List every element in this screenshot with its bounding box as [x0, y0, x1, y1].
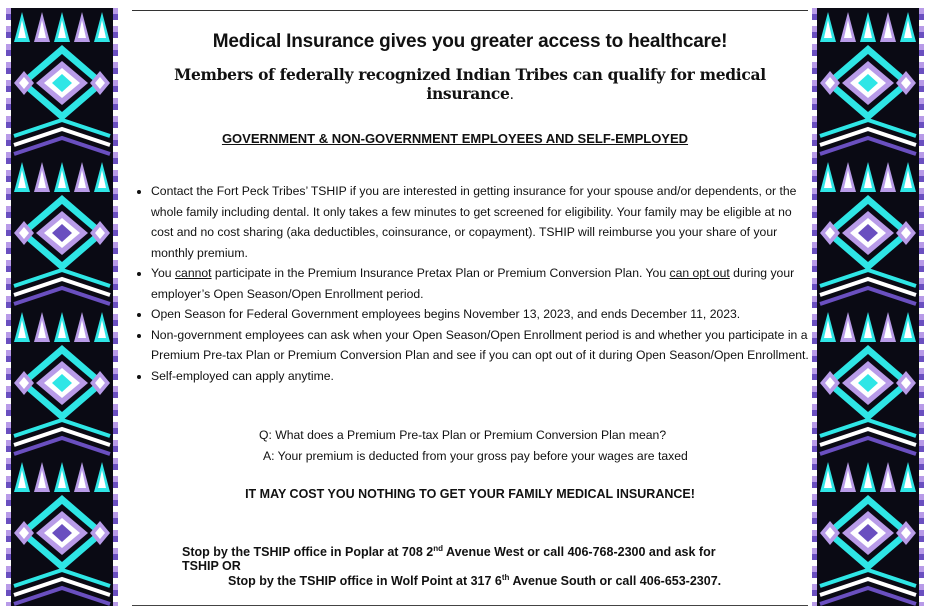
qa-question: Q: What does a Premium Pre-tax Plan or Premium Conversion Plan mean?	[259, 428, 667, 442]
subheadline	[132, 65, 808, 104]
office-poplar-ordinal: nd	[433, 543, 443, 553]
cost-nothing-callout: IT MAY COST YOU NOTHING TO GET YOUR FAMILY MEDICAL INSURANCE!	[245, 487, 695, 501]
bullet-list	[132, 181, 815, 386]
bullet-pretax-plan	[151, 263, 815, 304]
office-wolf-point-ordinal: th	[501, 572, 510, 582]
subheadline-period: .	[509, 86, 514, 103]
bullet-self-employed: • Self-employed can apply anytime.	[151, 366, 815, 387]
office-poplar-text-1: Stop by the TSHIP office in Poplar at 708 2	[182, 545, 434, 559]
beadwork-pattern-right	[812, 8, 924, 606]
cannot-emphasis: cannot	[174, 266, 212, 280]
bullet-pretax-text-1: You	[151, 266, 175, 280]
qa-answer: A: Your premium is deducted from your gross pay before your wages are taxed	[263, 449, 688, 463]
office-poplar-text-2: Avenue West or call 406-768-2300 and ask for TSHIP OR	[182, 545, 716, 573]
right-beadwork-border	[812, 8, 924, 606]
opt-out-emphasis: can opt out	[669, 266, 730, 280]
flyer-content	[132, 10, 808, 606]
bullet-pretax-text-3: during your employer’s Open Season/Open Enrollment period.	[151, 266, 795, 301]
left-beadwork-border	[6, 8, 118, 606]
bottom-rule	[132, 605, 808, 606]
section-title: GOVERNMENT & NON-GOVERNMENT EMPLOYEES AND SELF-EMPLOYED	[221, 131, 689, 146]
office-poplar	[182, 545, 736, 573]
bullet-non-government: • Non-government employees can ask when your Open Season/Open Enrollment period is and whether you participate in a Premium Pre-tax Plan or Premium Conversion Plan and see if you can opt out of it during Open Season/Open Enrollment.	[151, 325, 815, 366]
bullet-contact-tship: • Contact the Fort Peck Tribes’ TSHIP if you are interested in getting insurance for your spouse and/or dependents, or the whole family including dental. It only takes a few minutes to get screened for eligibility. Your family may be eligible at no cost and no cost sharing (aka deductibles, coinsurance, or copayment). TSHIP will reimburse you your share of your monthly premium.	[151, 181, 815, 263]
headline: Medical Insurance gives you greater access to healthcare!	[212, 31, 728, 52]
office-wolf-point	[228, 574, 788, 588]
bullet-open-season: • Open Season for Federal Government employees begins November 13, 2023, and ends December 11, 2023.	[151, 304, 815, 325]
office-wolf-point-text-2: Avenue South or call 406-653-2307.	[509, 574, 722, 588]
top-rule	[132, 10, 808, 11]
subheadline-text: Members of federally recognized Indian Tribes can qualify for medical insurance	[174, 65, 766, 103]
bullet-pretax-text-2: participate in the Premium Insurance Pretax Plan or Premium Conversion Plan. You	[211, 266, 670, 280]
beadwork-pattern-left	[6, 8, 118, 606]
office-wolf-point-text-1: Stop by the TSHIP office in Wolf Point at 317 6	[228, 574, 502, 588]
